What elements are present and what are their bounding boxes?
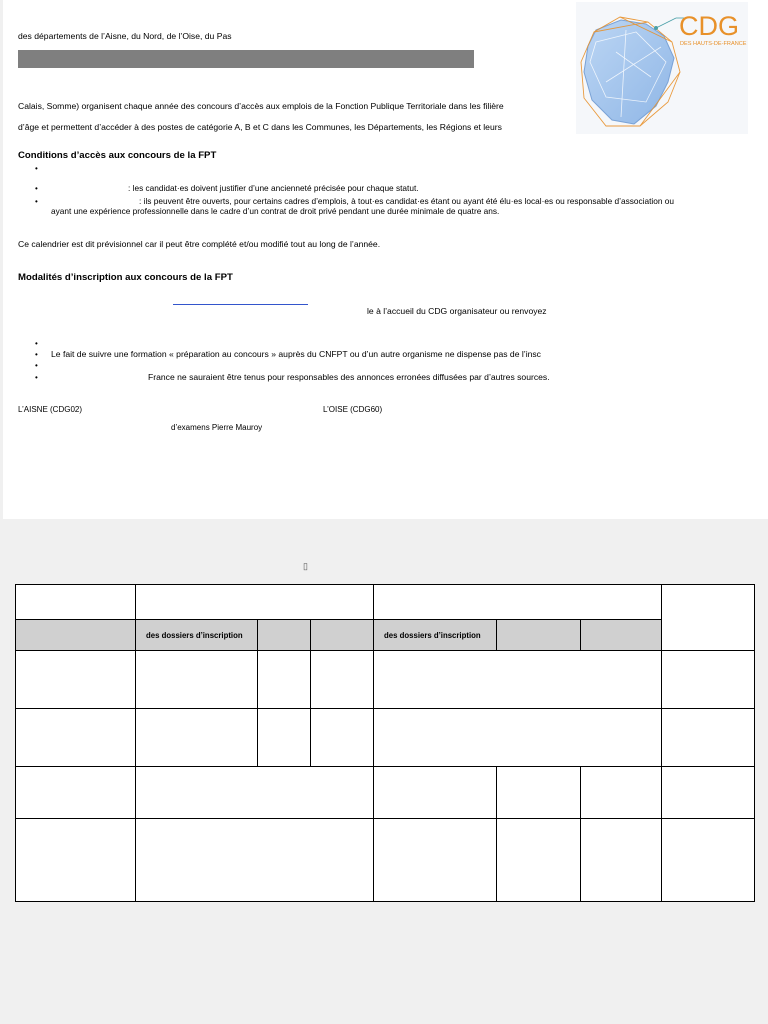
header-line: des départements de l’Aisne, du Nord, de l’Oise, du Pas xyxy=(18,31,232,41)
table-cell xyxy=(662,651,755,709)
table-row xyxy=(16,585,755,620)
table-cell xyxy=(16,651,136,709)
table-row xyxy=(16,819,755,902)
logo-title: CDG xyxy=(679,11,739,41)
table-cell xyxy=(497,620,581,651)
modalites-line-1: le à l’accueil du CDG organisateur ou renvoyez xyxy=(367,306,547,316)
table-cell xyxy=(374,585,662,620)
table-cell xyxy=(374,709,662,767)
table-cell xyxy=(374,819,497,902)
table-header-cell xyxy=(136,620,258,651)
contact-oise: L’OISE (CDG60) xyxy=(323,405,383,414)
intro-line-1: Calais, Somme) organisent chaque année des concours d’accès aux emplois de la Fonction Publique Territoriale dans les filière xyxy=(18,101,504,111)
table-header-cell xyxy=(374,620,497,651)
table-cell xyxy=(258,709,311,767)
table-cell xyxy=(16,709,136,767)
contact-aisne: L’AISNE (CDG02) xyxy=(18,405,83,414)
table-cell xyxy=(497,819,581,902)
modalites-heading: Modalités d’inscription aux concours de la FPT xyxy=(18,272,233,283)
table-cell xyxy=(136,651,258,709)
calendar-note: Ce calendrier est dit prévisionnel car il peut être complété et/ou modifié tout au long de l’année. xyxy=(18,239,381,249)
table-cell xyxy=(16,620,136,651)
table-cell xyxy=(581,620,662,651)
table-row xyxy=(16,767,755,819)
conditions-bullet-3-cont: ayant une expérience professionnelle dans le cadre d’un contrat de droit privé pendant une durée minimale de quatre ans. xyxy=(51,206,500,216)
table-cell xyxy=(311,709,374,767)
table-cell xyxy=(662,709,755,767)
table-cell xyxy=(374,651,662,709)
logo-subtitle: DES HAUTS-DE-FRANCE xyxy=(680,41,747,47)
conditions-bullet-3: : ils peuvent être ouverts, pour certains cadres d’emplois, à tout·es candidat·es étant ou ayant été élu·es local·es ou responsable d’association ou xyxy=(139,196,674,206)
table-cell xyxy=(497,767,581,819)
table-cell xyxy=(374,767,497,819)
table-cell xyxy=(136,767,374,819)
table-row xyxy=(16,620,755,651)
bullet-dot: • xyxy=(35,164,38,173)
table-cell xyxy=(258,651,311,709)
table-cell xyxy=(136,819,374,902)
table-cell xyxy=(311,651,374,709)
bullet-dot: • xyxy=(35,184,38,193)
calendar-table xyxy=(15,584,755,902)
intro-line-2: d’âge et permettent d’accéder à des postes de catégorie A, B et C dans les Communes, les Départements, les Régions et leurs xyxy=(18,122,502,132)
table-cell xyxy=(16,767,136,819)
table-cell xyxy=(581,819,662,902)
table-cell xyxy=(311,620,374,651)
modalites-bullet-2: Le fait de suivre une formation « préparation au concours » auprès du CNFPT ou d’un autre organisme ne dispense pas de l’insc xyxy=(51,349,541,359)
cdg-logo xyxy=(576,2,748,134)
table-cell xyxy=(662,585,755,651)
table-row xyxy=(16,651,755,709)
table-cell xyxy=(662,819,755,902)
conditions-heading: Conditions d’accès aux concours de la FPT xyxy=(18,150,217,161)
header-dossiers-left: des dossiers d’inscription xyxy=(146,630,243,640)
bullet-dot: • xyxy=(35,197,38,206)
modalites-bullet-4: France ne sauraient être tenus pour responsables des annonces erronées diffusées par d’autres sources. xyxy=(148,372,550,382)
table-cell xyxy=(581,767,662,819)
bullet-dot: • xyxy=(35,339,38,348)
bullet-dot: • xyxy=(35,350,38,359)
conditions-bullet-2: : les candidat·es doivent justifier d’une ancienneté précisée pour chaque statut. xyxy=(128,183,419,193)
table-cell xyxy=(136,585,374,620)
header-dossiers-right: des dossiers d’inscription xyxy=(384,630,481,640)
title-bar xyxy=(18,50,474,68)
table-cell xyxy=(16,819,136,902)
table-cell xyxy=(662,767,755,819)
website-link[interactable] xyxy=(173,304,308,305)
table-row xyxy=(16,709,755,767)
contact-aisne-address: d’examens Pierre Mauroy xyxy=(171,423,263,432)
bullet-dot: • xyxy=(35,361,38,370)
table-cell xyxy=(16,585,136,620)
table-cell xyxy=(136,709,258,767)
table-cell xyxy=(258,620,311,651)
bullet-dot: • xyxy=(35,373,38,382)
missing-glyph: ▯ xyxy=(303,561,308,571)
document-page xyxy=(3,0,768,519)
